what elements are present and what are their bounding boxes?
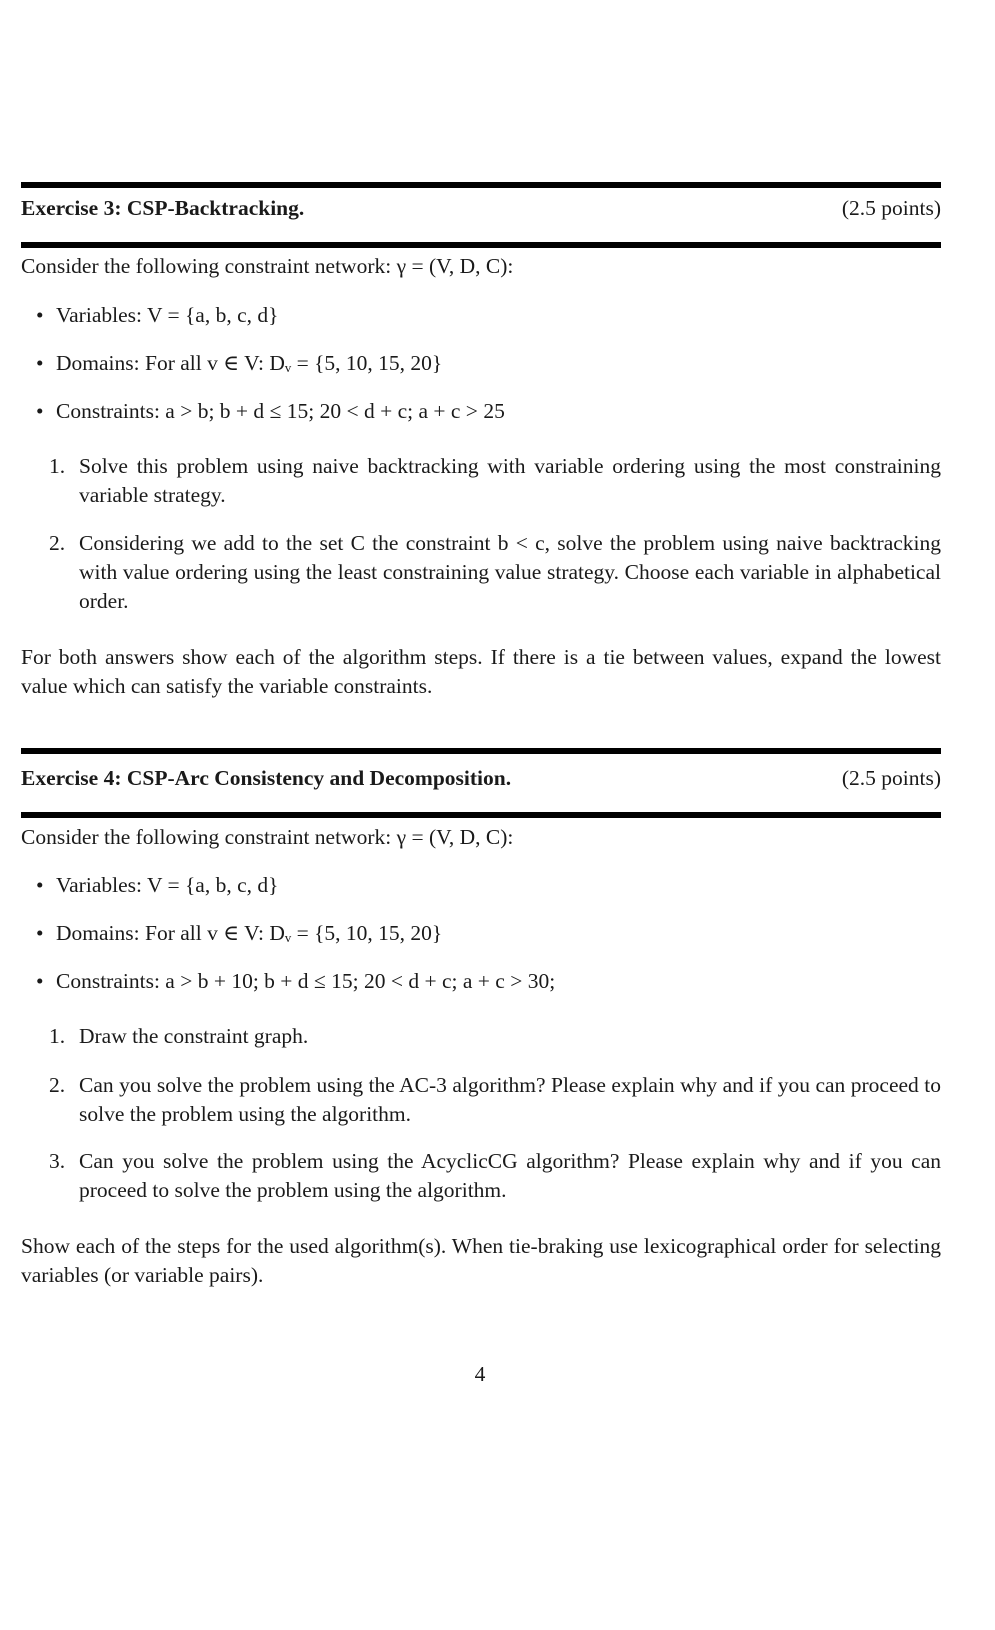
top-rule (21, 182, 941, 188)
divider-rule (21, 812, 941, 818)
intro-text: Consider the following constraint network: γ = (V, D, C): (21, 825, 514, 849)
question-item (49, 1071, 941, 1129)
question-text: Can you solve the problem using the AC-3 algorithm? Please explain why and if you can proceed to solve the problem using the algorithm. (79, 1073, 941, 1126)
question-text: Can you solve the problem using the AcyclicCG algorithm? Please explain why and if you can proceed to solve the problem using the algorithm. (79, 1149, 941, 1202)
question-item (49, 1022, 941, 1051)
exercise-4-heading (21, 764, 941, 793)
bullet-variables: • Variables: V = {a, b, c, d} (56, 871, 936, 900)
page-number: 4 (474, 1362, 486, 1386)
question-item (49, 529, 941, 616)
exercise-3-heading (21, 194, 941, 223)
intro-text: Consider the following constraint network: γ = (V, D, C): (21, 254, 514, 278)
question-number: 1. (49, 1024, 66, 1048)
exercise-title: Exercise 4: CSP-Arc Consistency and Decomposition. (21, 766, 512, 790)
bullet-constraints: • Constraints: a > b + 10; b + d ≤ 15; 20 < d + c; a + c > 30; (56, 967, 936, 996)
question-number: 1. (49, 454, 66, 478)
bullet-domains: • Domains: For all v ∈ V: Dᵥ = {5, 10, 15, 20} (56, 349, 936, 378)
question-text: Draw the constraint graph. (79, 1024, 309, 1048)
bullet-domains: • Domains: For all v ∈ V: Dᵥ = {5, 10, 15, 20} (56, 919, 936, 948)
question-text: Considering we add to the set C the constraint b < c, solve the problem using naive backtracking with value ordering using the least constraining value strategy. Choose each variable in alphabetical order. (79, 531, 941, 613)
closing-text: For both answers show each of the algorithm steps. If there is a tie between values, expand the lowest value which can satisfy the variable constraints. (21, 645, 941, 698)
exercise-points: (2.5 points) (841, 766, 941, 790)
question-item (49, 1147, 941, 1205)
question-item (49, 452, 941, 510)
top-rule (21, 748, 941, 754)
bullet-constraints: • Constraints: a > b; b + d ≤ 15; 20 < d + c; a + c > 25 (56, 397, 936, 426)
exercise-title: Exercise 3: CSP-Backtracking. (21, 196, 305, 220)
question-text: Solve this problem using naive backtracking with variable ordering using the most constraining variable strategy. (79, 454, 941, 507)
bullet-variables: • Variables: V = {a, b, c, d} (56, 301, 936, 330)
closing-text: Show each of the steps for the used algorithm(s). When tie-braking use lexicographical order for selecting variables (or variable pairs). (21, 1234, 941, 1287)
exercise-points: (2.5 points) (841, 196, 941, 220)
divider-rule (21, 242, 941, 248)
question-number: 2. (49, 1073, 66, 1097)
question-number: 3. (49, 1149, 66, 1173)
question-number: 2. (49, 531, 66, 555)
